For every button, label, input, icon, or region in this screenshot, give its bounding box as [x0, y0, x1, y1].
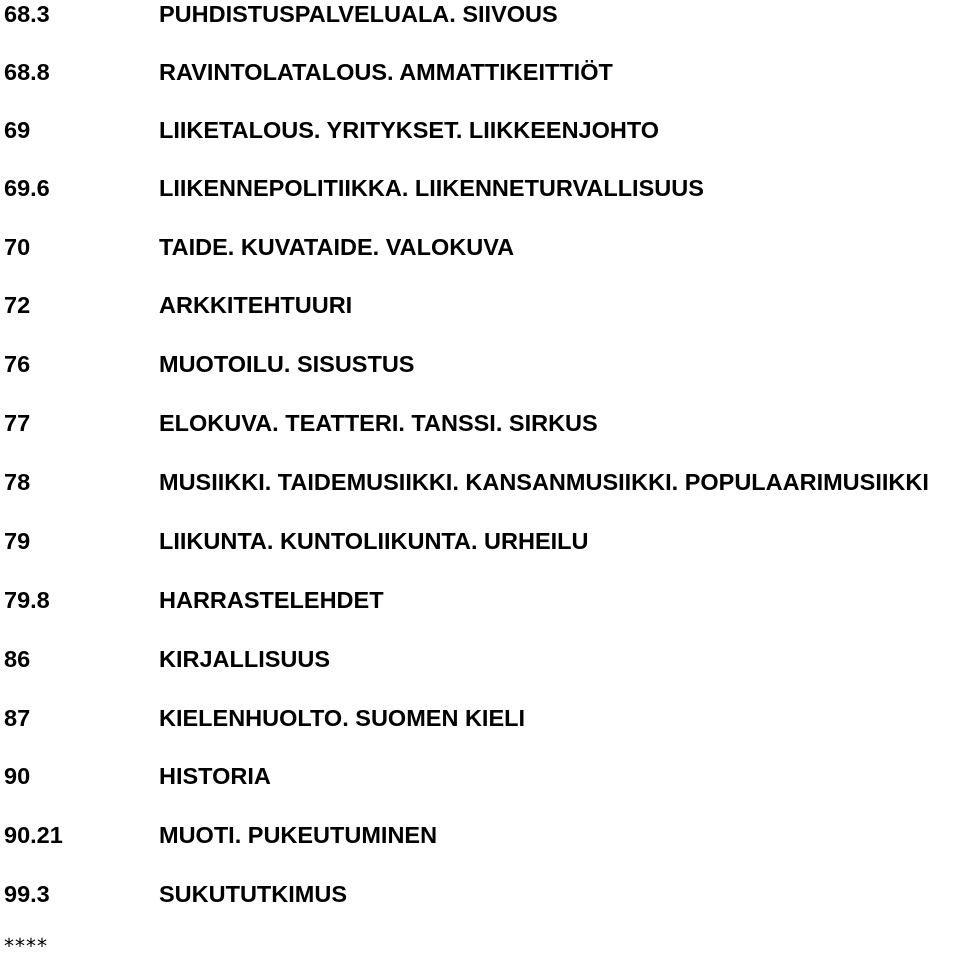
- class-code: 72: [4, 292, 31, 318]
- list-item: [0, 701, 960, 735]
- list-item: [0, 55, 960, 89]
- class-label: KIELENHUOLTO. SUOMEN KIELI: [159, 705, 526, 731]
- class-label: HARRASTELEHDET: [159, 587, 384, 613]
- class-code: 77: [4, 410, 31, 436]
- list-item: [0, 0, 960, 31]
- class-code: 86: [4, 646, 31, 672]
- class-label: TAIDE. KUVATAIDE. VALOKUVA: [159, 234, 515, 260]
- list-item: [0, 171, 960, 205]
- class-label: ELOKUVA. TEATTERI. TANSSI. SIRKUS: [159, 410, 598, 436]
- class-label: HISTORIA: [159, 763, 271, 789]
- list-item: [0, 524, 960, 558]
- class-label: LIIKETALOUS. YRITYKSET. LIIKKEENJOHTO: [159, 117, 660, 143]
- class-label: KIRJALLISUUS: [159, 646, 331, 672]
- class-code: 90.21: [4, 822, 63, 848]
- class-label: LIIKUNTA. KUNTOLIIKUNTA. URHEILU: [159, 528, 589, 554]
- class-label: MUOTI. PUKEUTUMINEN: [159, 822, 438, 848]
- list-item: [0, 230, 960, 264]
- class-code: 69.6: [4, 175, 50, 201]
- list-item: [0, 583, 960, 617]
- class-label: ARKKITEHTUURI: [159, 292, 353, 318]
- list-item: [0, 406, 960, 440]
- list-item: [0, 465, 960, 499]
- list-item: [0, 642, 960, 676]
- class-code: 70: [4, 234, 31, 260]
- list-item: [0, 347, 960, 381]
- class-label: LIIKENNEPOLITIIKKA. LIIKENNETURVALLISUUS: [159, 175, 704, 201]
- class-code: 68.8: [4, 59, 50, 85]
- class-code: 99.3: [4, 881, 50, 907]
- class-code: 87: [4, 705, 31, 731]
- class-code: 79.8: [4, 587, 50, 613]
- list-item: [0, 113, 960, 147]
- class-code: 76: [4, 351, 31, 377]
- class-label: RAVINTOLATALOUS. AMMATTIKEITTIÖT: [159, 59, 613, 85]
- class-code: 79: [4, 528, 31, 554]
- list-item: [0, 877, 960, 911]
- class-code: 68.3: [4, 1, 50, 27]
- list-item: [0, 759, 960, 793]
- class-label: SUKUTUTKIMUS: [159, 881, 347, 907]
- class-code: 90: [4, 763, 31, 789]
- class-code: 69: [4, 117, 31, 143]
- section-separator: ****: [4, 934, 48, 958]
- class-code: 78: [4, 469, 31, 495]
- list-item: [0, 288, 960, 322]
- list-item: [0, 818, 960, 852]
- class-label: MUOTOILU. SISUSTUS: [159, 351, 415, 377]
- class-label: MUSIIKKI. TAIDEMUSIIKKI. KANSANMUSIIKKI. POPULAARIMUSIIKKI: [159, 469, 929, 495]
- class-label: PUHDISTUSPALVELUALA. SIIVOUS: [159, 1, 558, 27]
